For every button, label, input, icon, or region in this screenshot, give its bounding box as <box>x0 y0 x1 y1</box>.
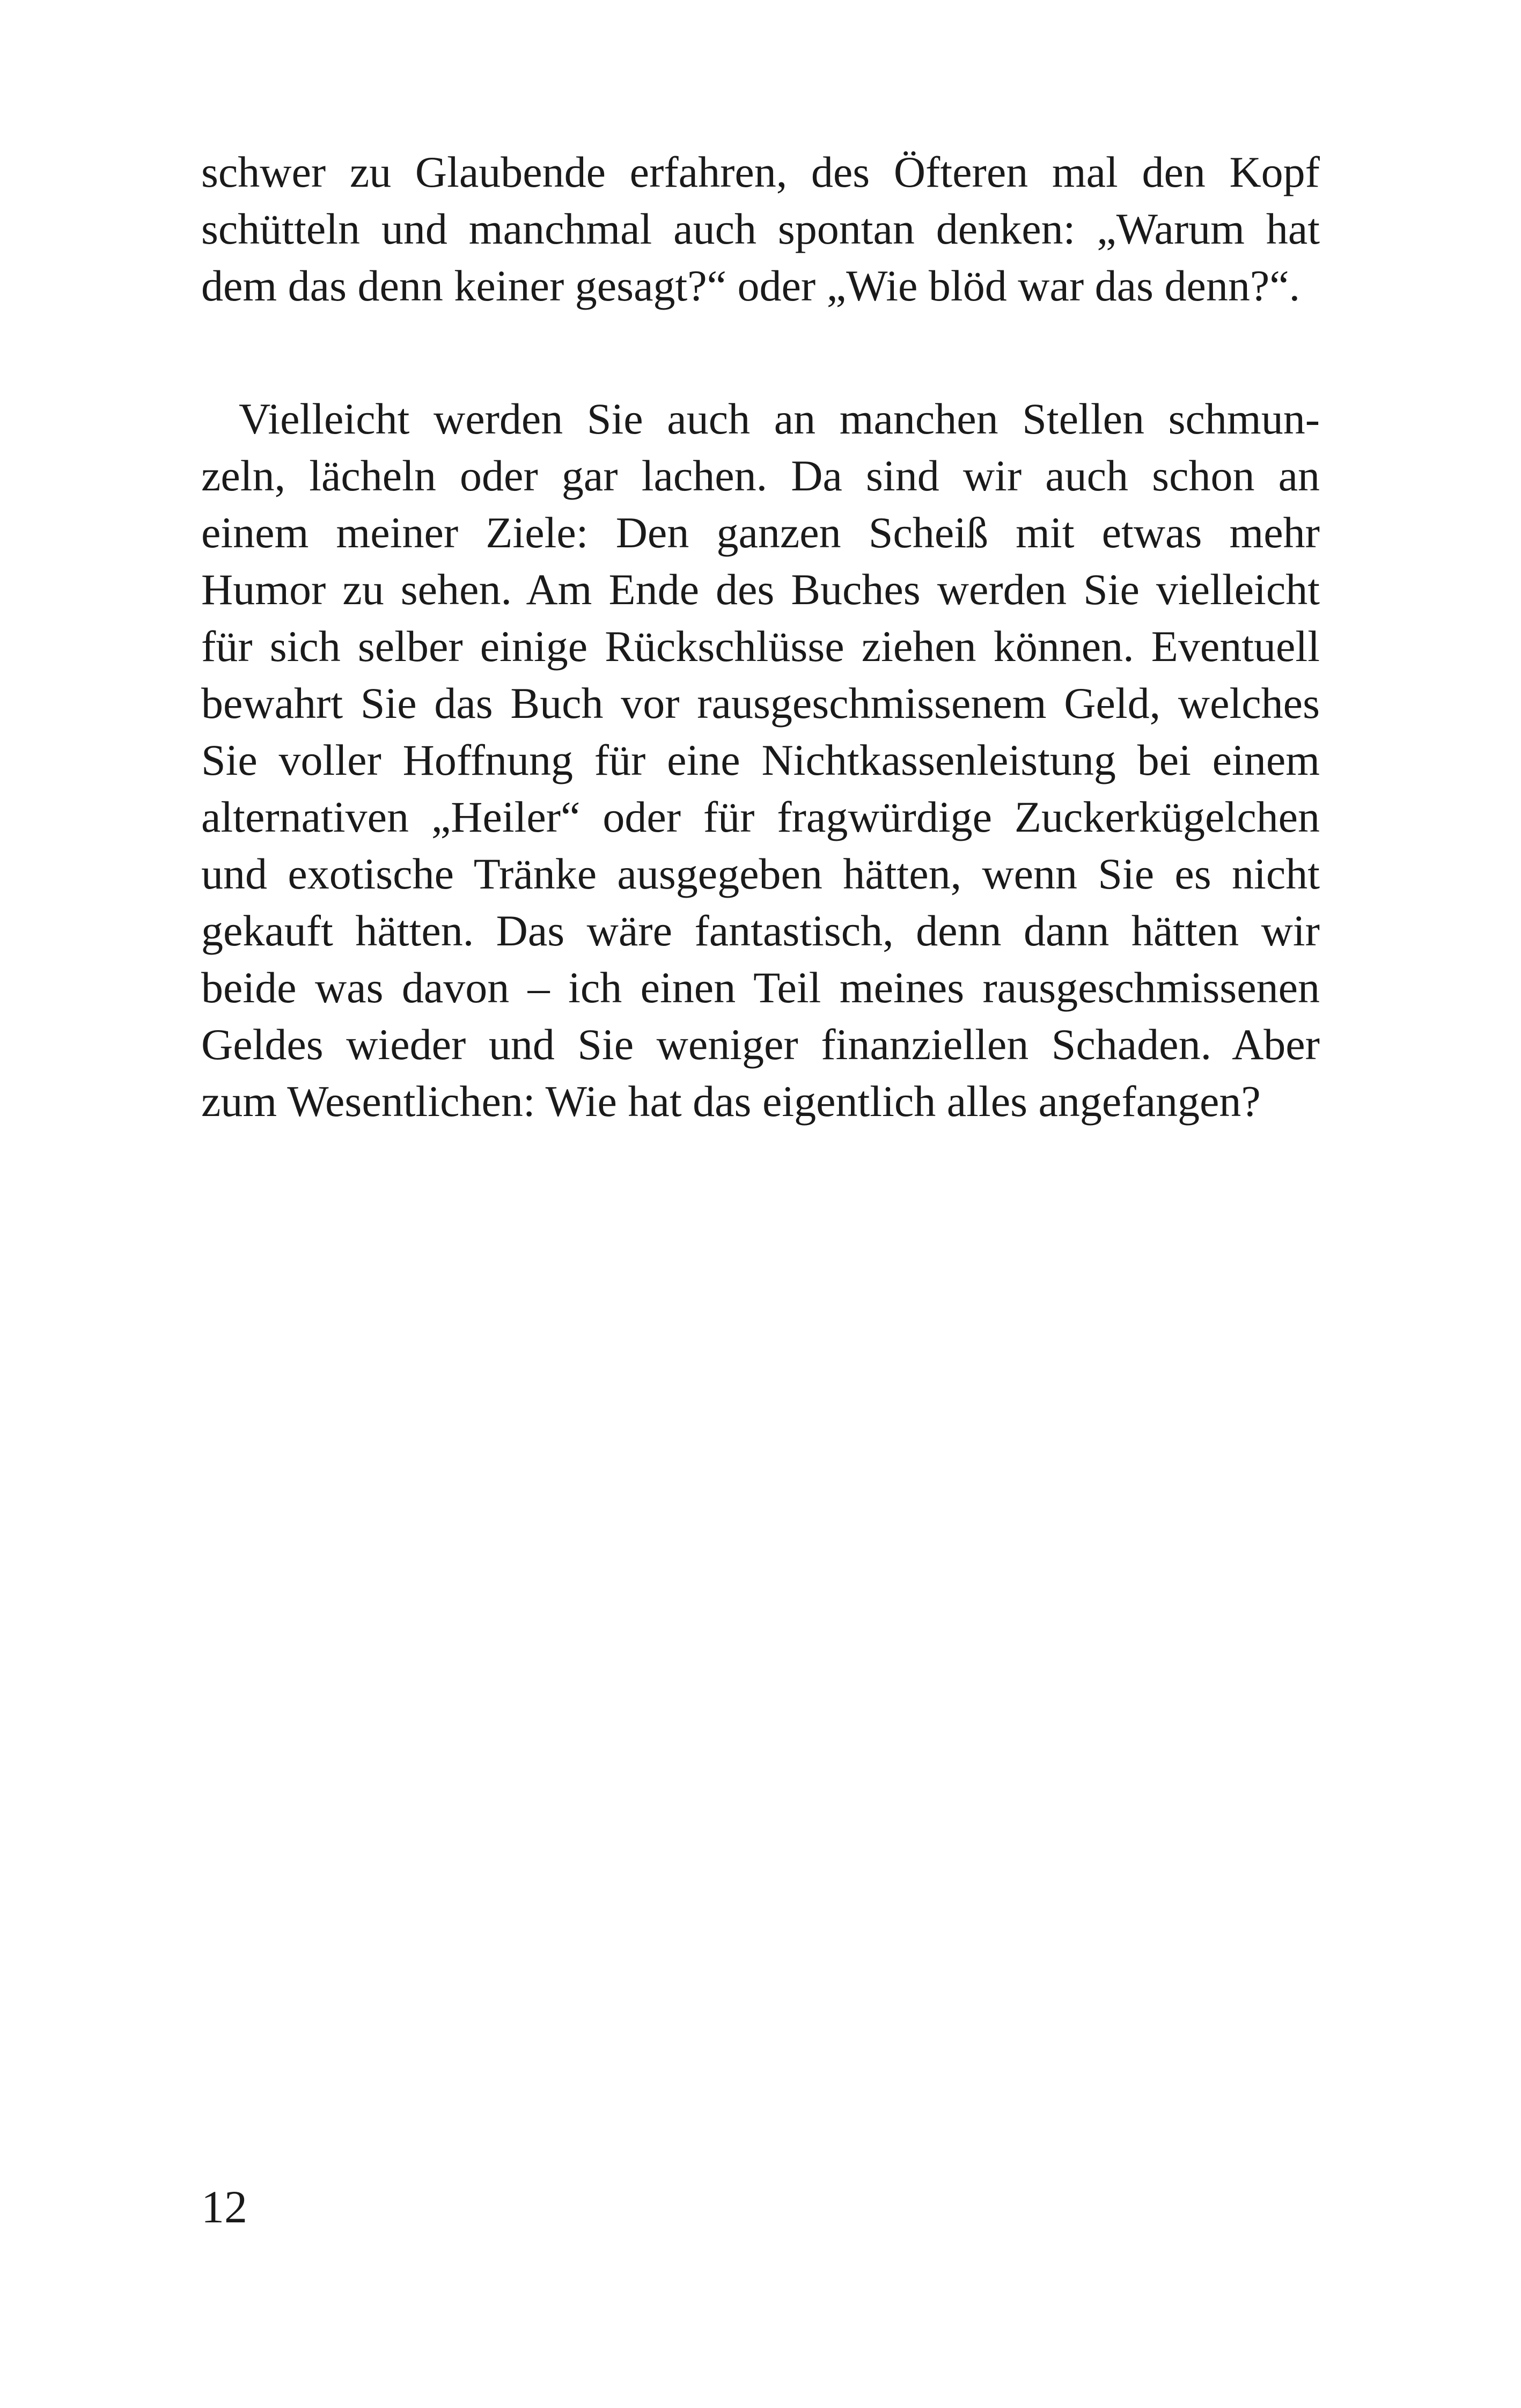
text-line: bewahrt Sie das Buch vor rausgeschmissenem Geld, welches <box>201 679 1320 728</box>
text-line: Geldes wieder und Sie weniger finanziellen Schaden. Aber <box>201 1020 1320 1069</box>
text-line: Humor zu sehen. Am Ende des Buches werden Sie vielleicht <box>201 565 1320 614</box>
text-line: schütteln und manchmal auch spontan denken: „Warum hat <box>201 204 1320 253</box>
text-line: schwer zu Glaubende erfahren, des Öfteren mal den Kopf <box>201 148 1320 196</box>
text-line: dem das denn keiner gesagt?“ oder „Wie blöd war das denn?“. <box>201 261 1300 310</box>
text-line: zeln, lächeln oder gar lachen. Da sind wir auch schon an <box>201 451 1320 500</box>
text-line: für sich selber einige Rückschlüsse ziehen können. Eventuell <box>201 622 1320 671</box>
text-line: und exotische Tränke ausgegeben hätten, wenn Sie es nicht <box>201 849 1320 898</box>
text-line: Sie voller Hoffnung für eine Nichtkassenleistung bei einem <box>201 736 1320 784</box>
paragraph-2 <box>201 391 1320 1130</box>
text-line: zum Wesentlichen: Wie hat das eigentlich alles angefangen? <box>201 1077 1261 1126</box>
text-line: alternativen „Heiler“ oder für fragwürdige Zuckerkügelchen <box>201 792 1320 841</box>
page-number: 12 <box>201 2181 247 2233</box>
text-line: gekauft hätten. Das wäre fantastisch, denn dann hätten wir <box>201 906 1320 955</box>
text-line: beide was davon – ich einen Teil meines rausgeschmissenen <box>201 963 1320 1012</box>
paragraph-1 <box>201 144 1320 314</box>
text-line: Vielleicht werden Sie auch an manchen Stellen schmun- <box>239 394 1320 443</box>
text-line: einem meiner Ziele: Den ganzen Scheiß mit etwas mehr <box>201 508 1320 557</box>
